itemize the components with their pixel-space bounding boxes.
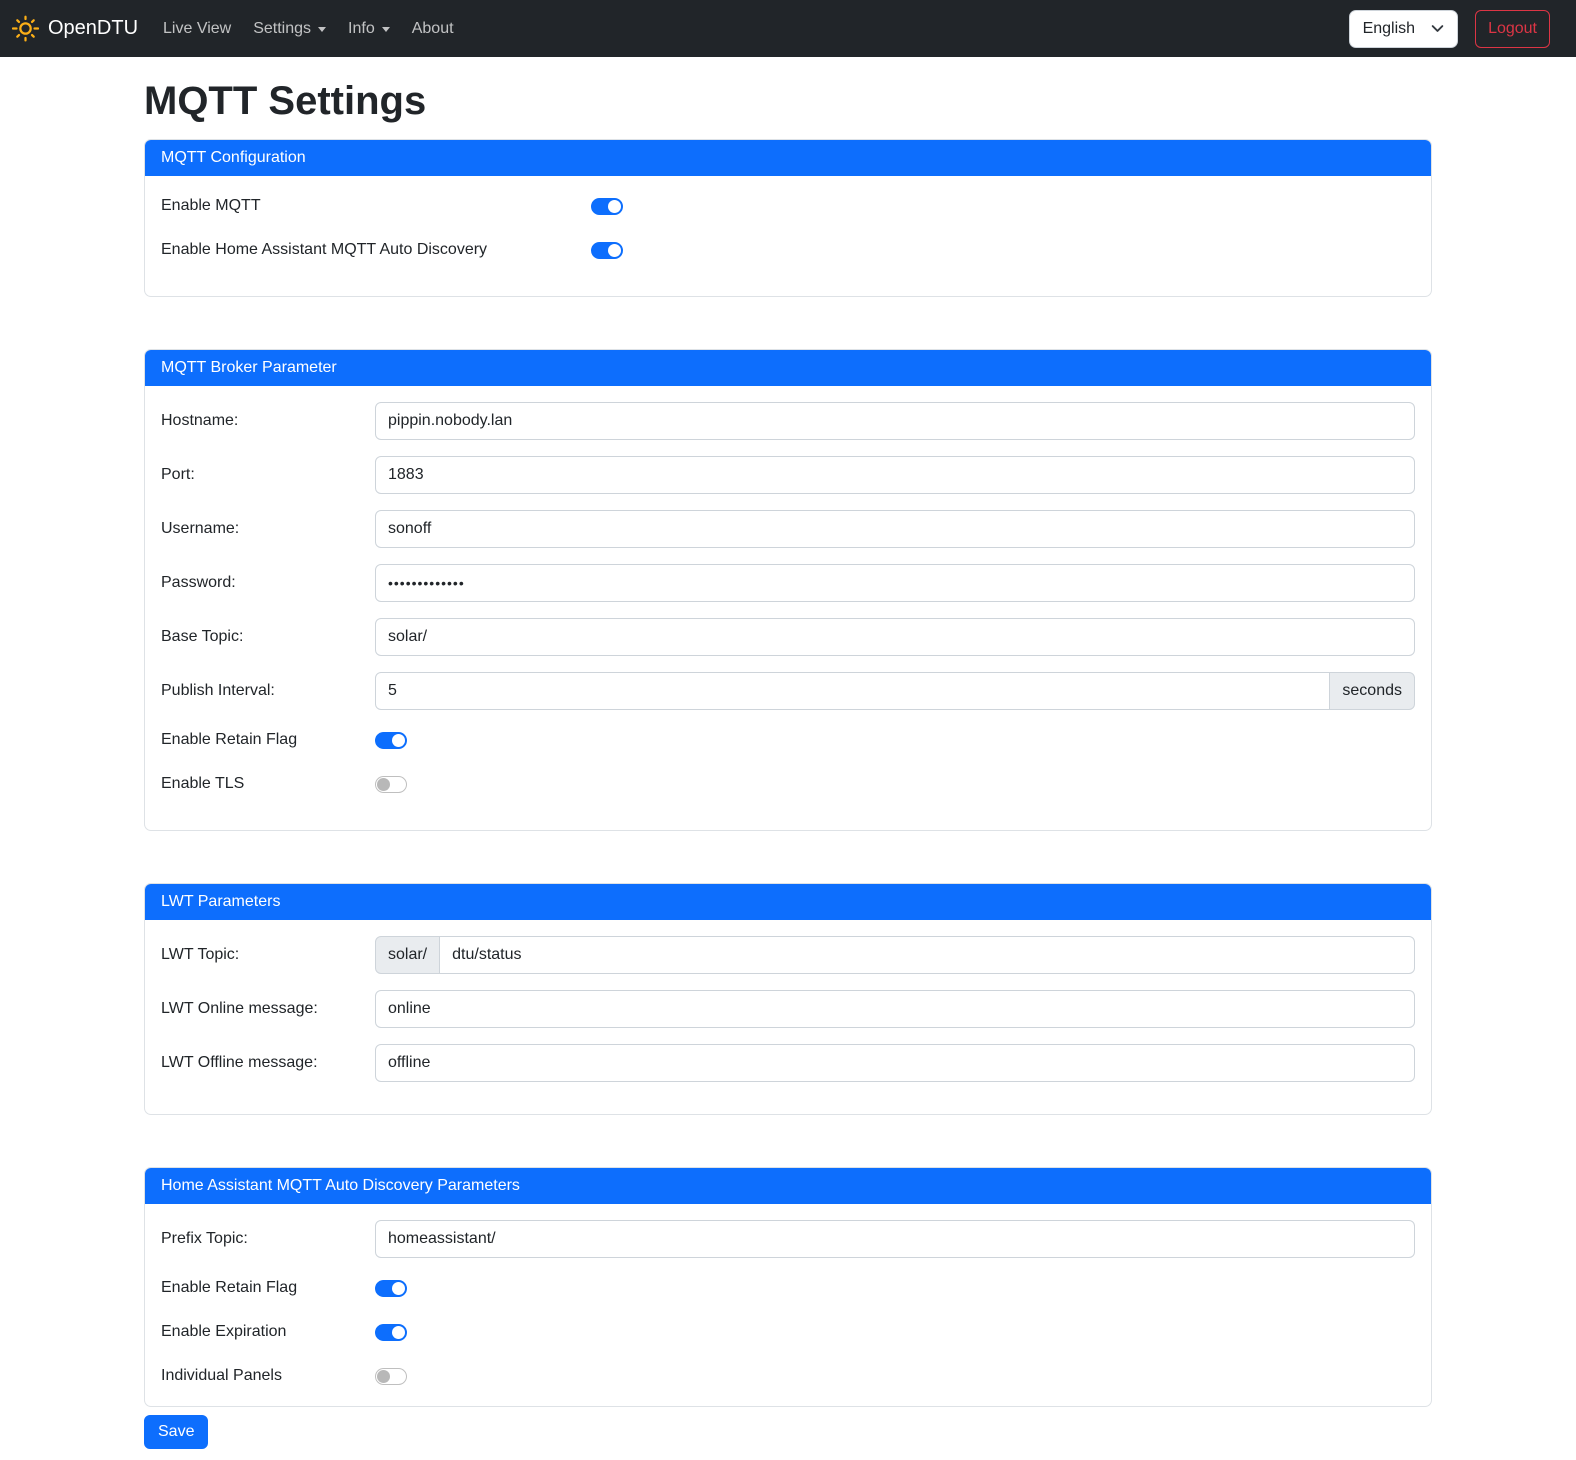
lwt-parameters-card bbox=[144, 883, 1432, 1115]
port-input[interactable] bbox=[375, 456, 1415, 494]
enable-expiration-row bbox=[161, 1318, 1415, 1346]
base-topic-label: Base Topic: bbox=[161, 628, 244, 645]
hostname-label: Hostname: bbox=[161, 412, 239, 429]
enable-tls-row bbox=[161, 770, 1415, 798]
app-brand[interactable] bbox=[12, 15, 138, 42]
individual-panels-row bbox=[161, 1362, 1415, 1390]
enable-hass-discovery-label: Enable Home Assistant MQTT Auto Discovery bbox=[161, 241, 488, 258]
individual-panels-toggle[interactable] bbox=[375, 1368, 407, 1385]
username-label: Username: bbox=[161, 520, 240, 537]
lwt-topic-label: LWT Topic: bbox=[161, 946, 240, 963]
hass-discovery-header: Home Assistant MQTT Auto Discovery Parameters bbox=[145, 1168, 1431, 1204]
mqtt-configuration-header: MQTT Configuration bbox=[145, 140, 1431, 176]
nav-item-settings[interactable]: Settings bbox=[242, 12, 337, 46]
base-topic-row bbox=[161, 618, 1415, 656]
caret-down-icon bbox=[318, 27, 326, 32]
main-content bbox=[144, 77, 1432, 1449]
enable-mqtt-label: Enable MQTT bbox=[161, 197, 261, 214]
hass-retain-row bbox=[161, 1274, 1415, 1302]
individual-panels-label: Individual Panels bbox=[161, 1367, 282, 1384]
prefix-topic-row bbox=[161, 1220, 1415, 1258]
page-title: MQTT Settings bbox=[144, 79, 427, 123]
port-row bbox=[161, 456, 1415, 494]
prefix-topic-label: Prefix Topic: bbox=[161, 1230, 248, 1247]
publish-interval-row bbox=[161, 672, 1415, 710]
logout-button[interactable]: Logout bbox=[1475, 10, 1550, 48]
language-selected-value: English bbox=[1362, 19, 1416, 37]
hass-retain-label: Enable Retain Flag bbox=[161, 1279, 298, 1296]
username-input[interactable] bbox=[375, 510, 1415, 548]
sun-icon bbox=[12, 15, 39, 42]
broker-retain-row bbox=[161, 726, 1415, 754]
port-label: Port: bbox=[161, 466, 195, 483]
lwt-offline-input[interactable] bbox=[375, 1044, 1415, 1082]
enable-mqtt-row bbox=[161, 192, 1415, 220]
language-select[interactable] bbox=[1349, 10, 1458, 48]
app-title: OpenDTU bbox=[48, 17, 139, 39]
password-row bbox=[161, 564, 1415, 602]
broker-parameter-header: MQTT Broker Parameter bbox=[145, 350, 1431, 386]
broker-retain-toggle[interactable] bbox=[375, 732, 407, 749]
lwt-topic-row bbox=[161, 936, 1415, 974]
publish-interval-input[interactable] bbox=[375, 672, 1330, 710]
lwt-topic-prefix: solar/ bbox=[375, 936, 440, 974]
caret-down-icon bbox=[382, 27, 390, 32]
lwt-offline-row bbox=[161, 1044, 1415, 1082]
navbar-right bbox=[1349, 10, 1550, 48]
enable-expiration-toggle[interactable] bbox=[375, 1324, 407, 1341]
enable-tls-toggle[interactable] bbox=[375, 776, 407, 793]
publish-interval-unit: seconds bbox=[1329, 672, 1415, 710]
nav-links bbox=[152, 12, 465, 46]
publish-interval-label: Publish Interval: bbox=[161, 682, 275, 699]
hostname-row bbox=[161, 402, 1415, 440]
enable-expiration-label: Enable Expiration bbox=[161, 1323, 287, 1340]
lwt-online-row bbox=[161, 990, 1415, 1028]
base-topic-input[interactable] bbox=[375, 618, 1415, 656]
nav-item-about[interactable]: About bbox=[411, 19, 454, 37]
password-input[interactable] bbox=[375, 564, 1415, 602]
password-label: Password: bbox=[161, 574, 236, 591]
prefix-topic-input[interactable] bbox=[375, 1220, 1415, 1258]
broker-retain-label: Enable Retain Flag bbox=[161, 731, 298, 748]
nav-item-live-view[interactable]: Live View bbox=[163, 19, 232, 37]
nav-item-info[interactable]: Info bbox=[337, 12, 401, 46]
hass-discovery-card bbox=[144, 1167, 1432, 1407]
hass-retain-toggle[interactable] bbox=[375, 1280, 407, 1297]
navbar bbox=[0, 0, 1576, 57]
broker-parameter-card bbox=[144, 349, 1432, 831]
enable-tls-label: Enable TLS bbox=[161, 775, 245, 792]
username-row bbox=[161, 510, 1415, 548]
enable-mqtt-toggle[interactable] bbox=[591, 198, 623, 215]
hostname-input[interactable] bbox=[375, 402, 1415, 440]
save-button[interactable]: Save bbox=[144, 1415, 208, 1449]
chevron-down-icon bbox=[1431, 22, 1444, 35]
enable-hass-discovery-toggle[interactable] bbox=[591, 242, 623, 259]
lwt-parameters-header: LWT Parameters bbox=[145, 884, 1431, 920]
enable-hass-discovery-row bbox=[161, 236, 1415, 264]
lwt-offline-label: LWT Offline message: bbox=[161, 1054, 318, 1071]
mqtt-configuration-card bbox=[144, 139, 1432, 297]
lwt-online-label: LWT Online message: bbox=[161, 1000, 318, 1017]
lwt-topic-input[interactable] bbox=[439, 936, 1415, 974]
lwt-online-input[interactable] bbox=[375, 990, 1415, 1028]
